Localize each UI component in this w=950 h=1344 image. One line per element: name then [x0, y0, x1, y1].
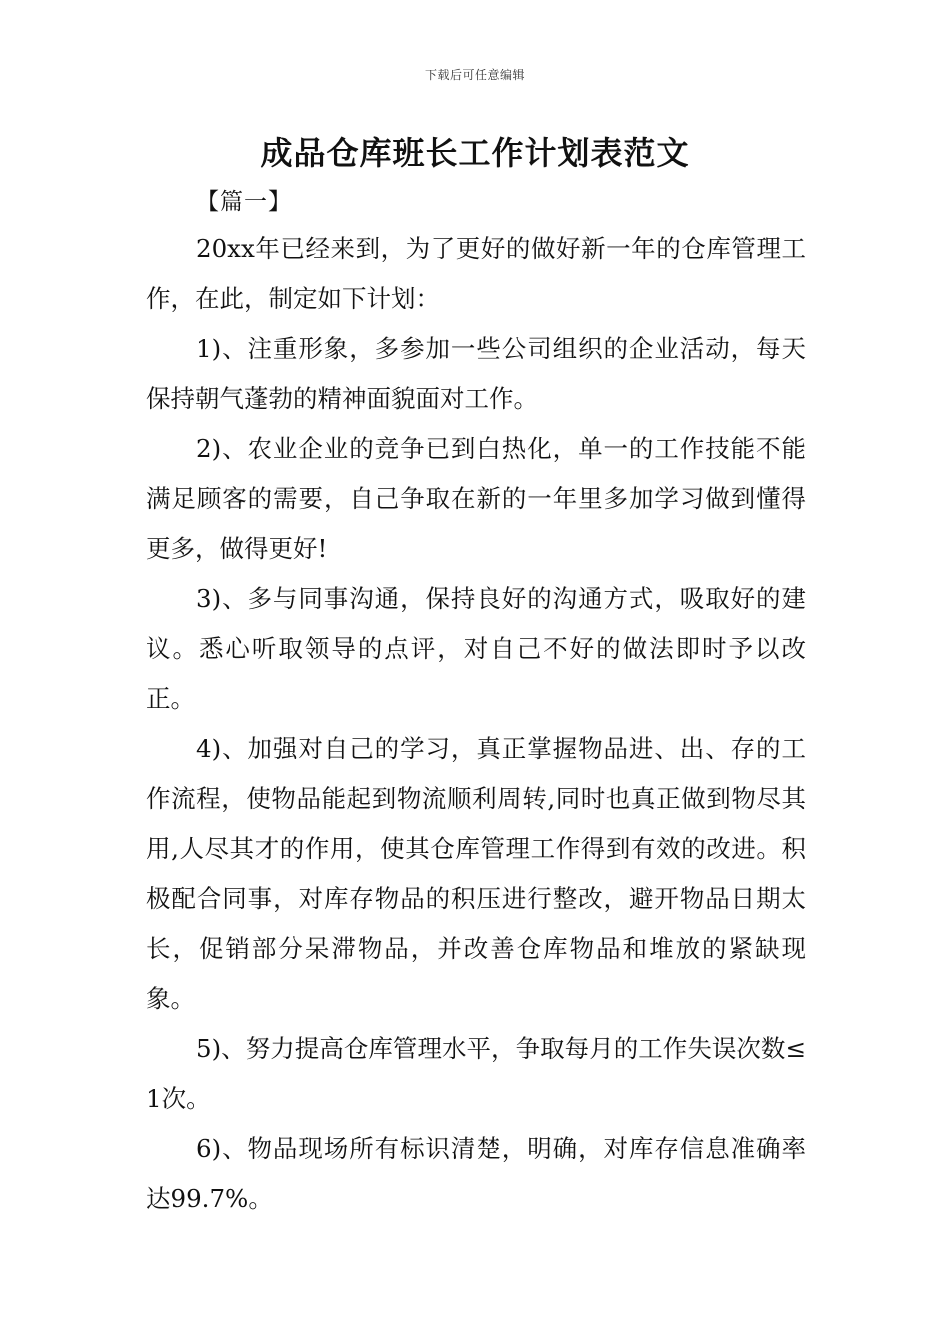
paragraph-item-5: 5)、努力提高仓库管理水平，争取每月的工作失误次数≤1次。	[146, 1034, 806, 1113]
paragraph-item-4: 4)、加强对自己的学习，真正掌握物品进、出、存的工作流程，使物品能起到物流顺利周转,同时也真正做到物尽其用,人尽其才的作用，使其仓库管理工作得到有效的改进。积极配合同事，对库存物品的积压进行整改，避开物品日期太长，促销部分呆滞物品，并改善仓库物品和堆放的紧缺现象。	[146, 734, 806, 1013]
document-title: 成品仓库班长工作计划表范文	[260, 134, 690, 172]
document-body	[146, 224, 806, 1224]
page-header-note: 下载后可任意编辑	[424, 68, 525, 82]
paragraph-intro: 20xx年已经来到，为了更好的做好新一年的仓库管理工作，在此，制定如下计划：	[146, 234, 806, 313]
paragraph-item-2: 2)、农业企业的竞争已到白热化，单一的工作技能不能满足顾客的需要，自己争取在新的一年里多加学习做到懂得更多，做得更好!	[146, 434, 806, 563]
paragraph-item-6: 6)、物品现场所有标识清楚，明确，对库存信息准确率达99.7%。	[146, 1134, 806, 1213]
paragraph-item-1: 1)、注重形象，多参加一些公司组织的企业活动，每天保持朝气蓬勃的精神面貌面对工作。	[146, 334, 806, 413]
paragraph-item-3: 3)、多与同事沟通，保持良好的沟通方式，吸取好的建议。悉心听取领导的点评，对自己不好的做法即时予以改正。	[146, 584, 806, 713]
section-label: 【篇一】	[196, 189, 292, 215]
